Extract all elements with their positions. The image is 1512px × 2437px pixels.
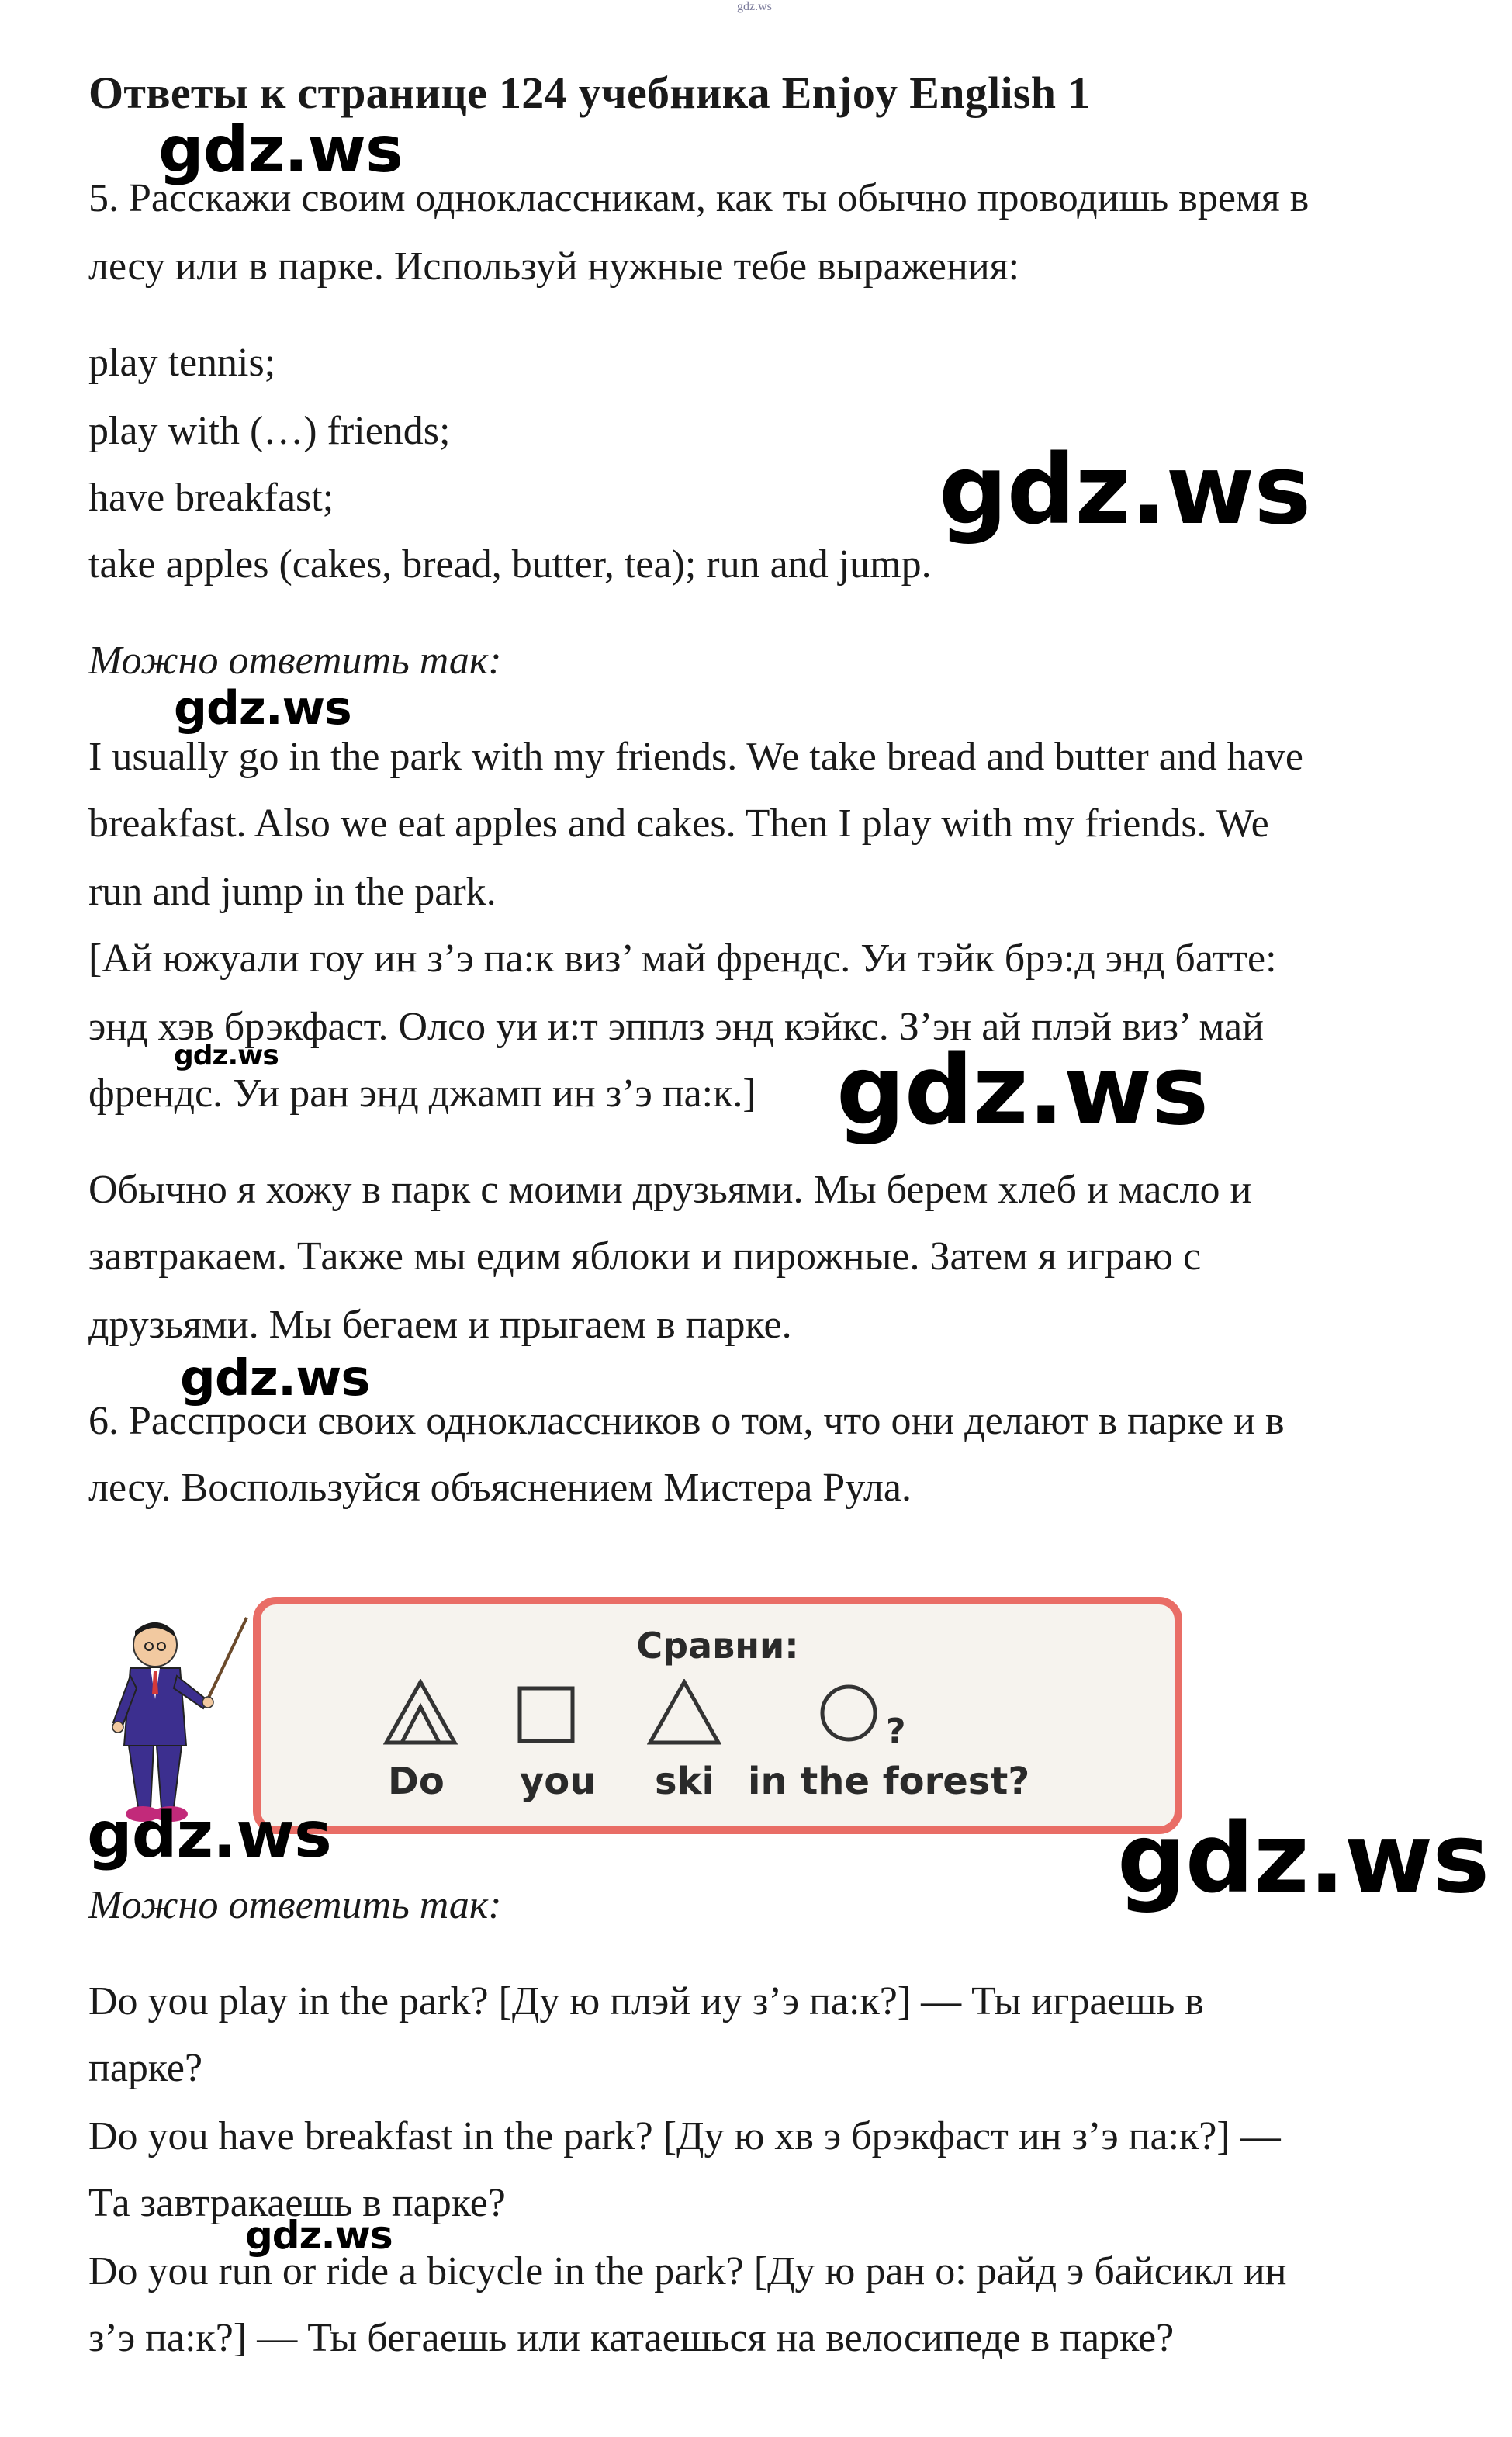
top-watermark: gdz.ws: [737, 0, 772, 13]
watermark: gdz.ws: [1117, 1803, 1490, 1915]
watermark: gdz.ws: [158, 113, 403, 187]
word-do: Do: [388, 1760, 445, 1803]
triangle-icon: [647, 1679, 721, 1746]
transcription-3: френдс. Уи ран энд джамп ин з’э па:к.]: [88, 1071, 756, 1116]
page-title: Ответы к странице 124 учебника Enjoy English 1: [88, 68, 1091, 118]
task6-line-2: лесу. Воспользуйся объяснением Мистера Рула.: [88, 1466, 912, 1510]
answer-en-3: run and jump in the park.: [88, 870, 497, 914]
translation-1: Обычно я хожу в парк с моими друзьями. Мы берем хлеб и масло и: [88, 1168, 1252, 1212]
double-triangle-icon: [383, 1679, 458, 1746]
translation-3: друзьями. Мы бегаем и прыгаем в парке.: [88, 1303, 792, 1347]
transcription-1: [Ай южуали гоу ин з’э па:к виз’ май френдс. Уи тэйк брэ:д энд батте:: [88, 936, 1277, 981]
watermark: gdz.ws: [174, 681, 351, 736]
expression-1: play tennis;: [88, 341, 276, 385]
expression-4: take apples (cakes, bread, butter, tea); run and jump.: [88, 542, 932, 587]
watermark: gdz.ws: [87, 1798, 331, 1872]
answer-en-1: I usually go in the park with my friends. We take bread and butter and have: [88, 735, 1303, 779]
compare-panel: [253, 1597, 1182, 1834]
watermark: gdz.ws: [180, 1350, 370, 1407]
question-mark: ?: [886, 1712, 906, 1751]
expression-2: play with (…) friends;: [88, 409, 451, 453]
watermark: gdz.ws: [245, 2213, 393, 2258]
answer6-line-4: Та завтракаешь в парке?: [88, 2181, 506, 2225]
task6-line-1: 6. Расспроси своих одноклассников о том, что они делают в парке и в: [88, 1399, 1285, 1443]
word-ski: ski: [655, 1760, 714, 1803]
square-icon: [517, 1685, 576, 1744]
circle-icon: [818, 1682, 880, 1744]
answer6-line-3: Do you have breakfast in the park? [Ду ю хв э брэкфаст ин з’э па:к?] —: [88, 2114, 1281, 2158]
answer-label-5: Можно ответить так:: [88, 639, 502, 683]
answer6-line-1: Do you play in the park? [Ду ю плэй иу з’э па:к?] — Ты играешь в: [88, 1979, 1204, 2023]
watermark: gdz.ws: [939, 434, 1311, 546]
answer6-line-2: парке?: [88, 2046, 203, 2090]
transcription-2: энд хэв брэкфаст. Олсо уи и:т эпплз энд кэйкс. З’эн ай плэй виз’ май: [88, 1005, 1264, 1049]
expression-3: have breakfast;: [88, 476, 334, 520]
answer6-line-5: Do you run or ride a bicycle in the park? [Ду ю ран о: райд э байсикл ин: [88, 2249, 1287, 2293]
answer-label-6: Можно ответить так:: [88, 1883, 502, 1927]
answer-en-2: breakfast. Also we eat apples and cakes. Then I play with my friends. We: [88, 801, 1269, 846]
translation-2: завтракаем. Также мы едим яблоки и пирожные. Затем я играю с: [88, 1234, 1202, 1279]
word-in-the-forest: in the forest?: [748, 1760, 1030, 1803]
task5-line-1: 5. Расскажи своим одноклассникам, как ты обычно проводишь время в: [88, 176, 1310, 220]
panel-title: Сравни:: [636, 1625, 799, 1667]
task5-line-2: лесу или в парке. Используй нужные тебе выражения:: [88, 244, 1020, 289]
answer6-line-6: з’э па:к?] — Ты бегаешь или катаешься на велосипеде в парке?: [88, 2316, 1175, 2360]
watermark: gdz.ws: [836, 1035, 1209, 1147]
word-you: you: [520, 1760, 597, 1803]
watermark: gdz.ws: [174, 1040, 279, 1071]
